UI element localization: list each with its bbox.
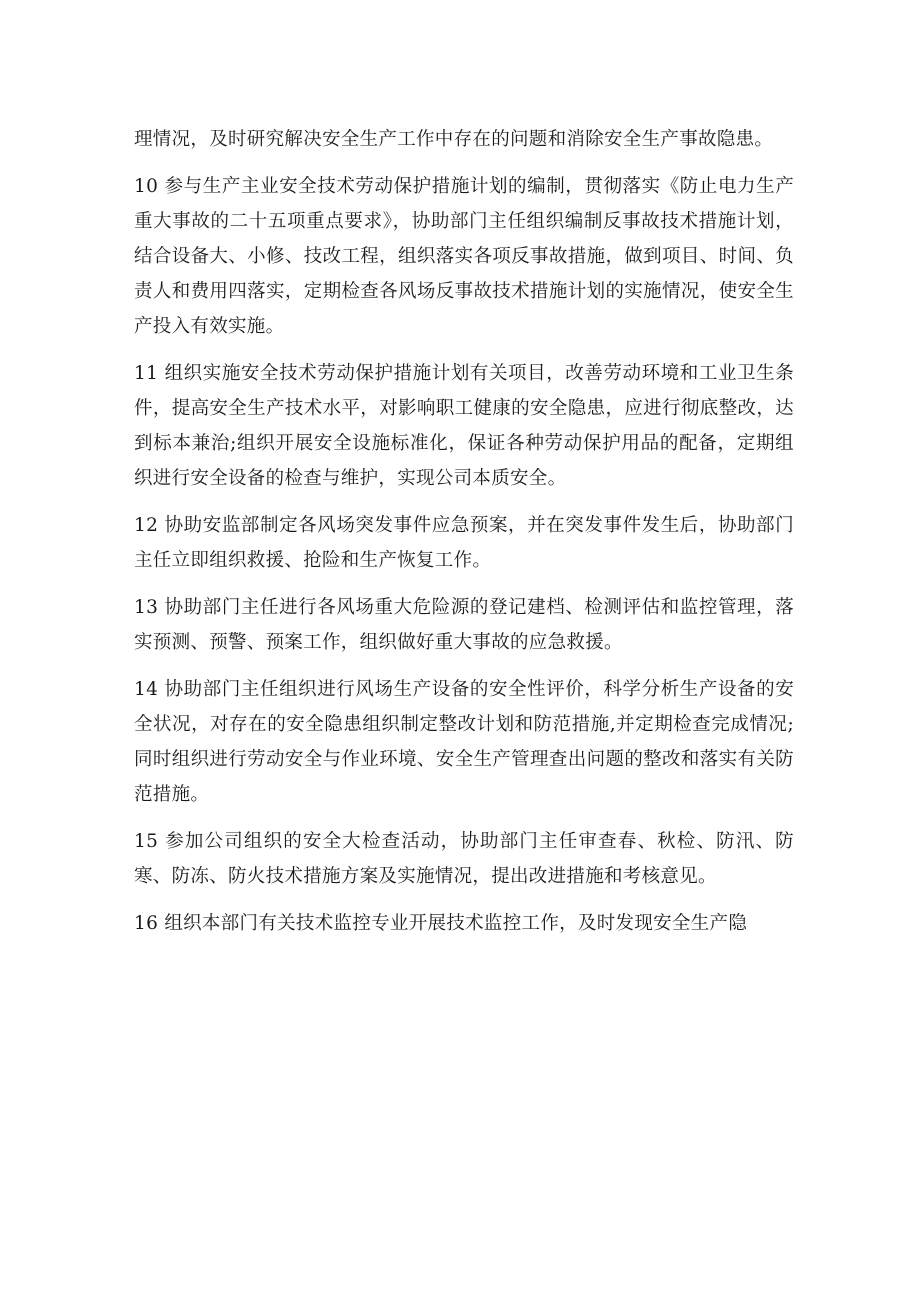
paragraph-continuation: 理情况，及时研究解决安全生产工作中存在的问题和消除安全生产事故隐患。 [134, 129, 774, 150]
document-body [134, 122, 794, 953]
paragraph-item-10: 10 参与生产主业安全技术劳动保护措施计划的编制，贯彻落实《防止电力生产重大事故的二十五项重点要求》，协助部门主任组织编制反事故技术措施计划，结合设备大、小修、技改工程，组织落实各项反事故措施，做到项目、时间、负责人和费用四落实，定期检查各风场反事故技术措施计划的实施情况，使安全生产投入有效实施。 [134, 176, 794, 337]
paragraph-item-16: 16 组织本部门有关技术监控专业开展技术监控工作，及时发现安全生产隐 [134, 913, 748, 934]
paragraph-item-14: 14 协助部门主任组织进行风场生产设备的安全性评价，科学分析生产设备的安全状况，对存在的安全隐患组织制定整改计划和防范措施,并定期检查完成情况;同时组织进行劳动安全与作业环境、安全生产管理查出问题的整改和落实有关防范措施。 [134, 679, 794, 805]
paragraph-item-12: 12 协助安监部制定各风场突发事件应急预案，并在突发事件发生后，协助部门主任立即组织救援、抢险和生产恢复工作。 [134, 515, 794, 571]
paragraph-item-13: 13 协助部门主任进行各风场重大危险源的登记建档、检测评估和监控管理，落实预测、预警、预案工作，组织做好重大事故的应急救援。 [134, 597, 794, 653]
paragraph-item-11: 11 组织实施安全技术劳动保护措施计划有关项目，改善劳动环境和工业卫生条件，提高安全生产技术水平，对影响职工健康的安全隐患，应进行彻底整改，达到标本兼治;组织开展安全设施标准化，保证各种劳动保护用品的配备，定期组织进行安全设备的检查与维护，实现公司本质安全。 [134, 363, 794, 489]
paragraph-item-15: 15 参加公司组织的安全大检查活动，协助部门主任审查春、秋检、防汛、防寒、防冻、防火技术措施方案及实施情况，提出改进措施和考核意见。 [134, 831, 794, 887]
